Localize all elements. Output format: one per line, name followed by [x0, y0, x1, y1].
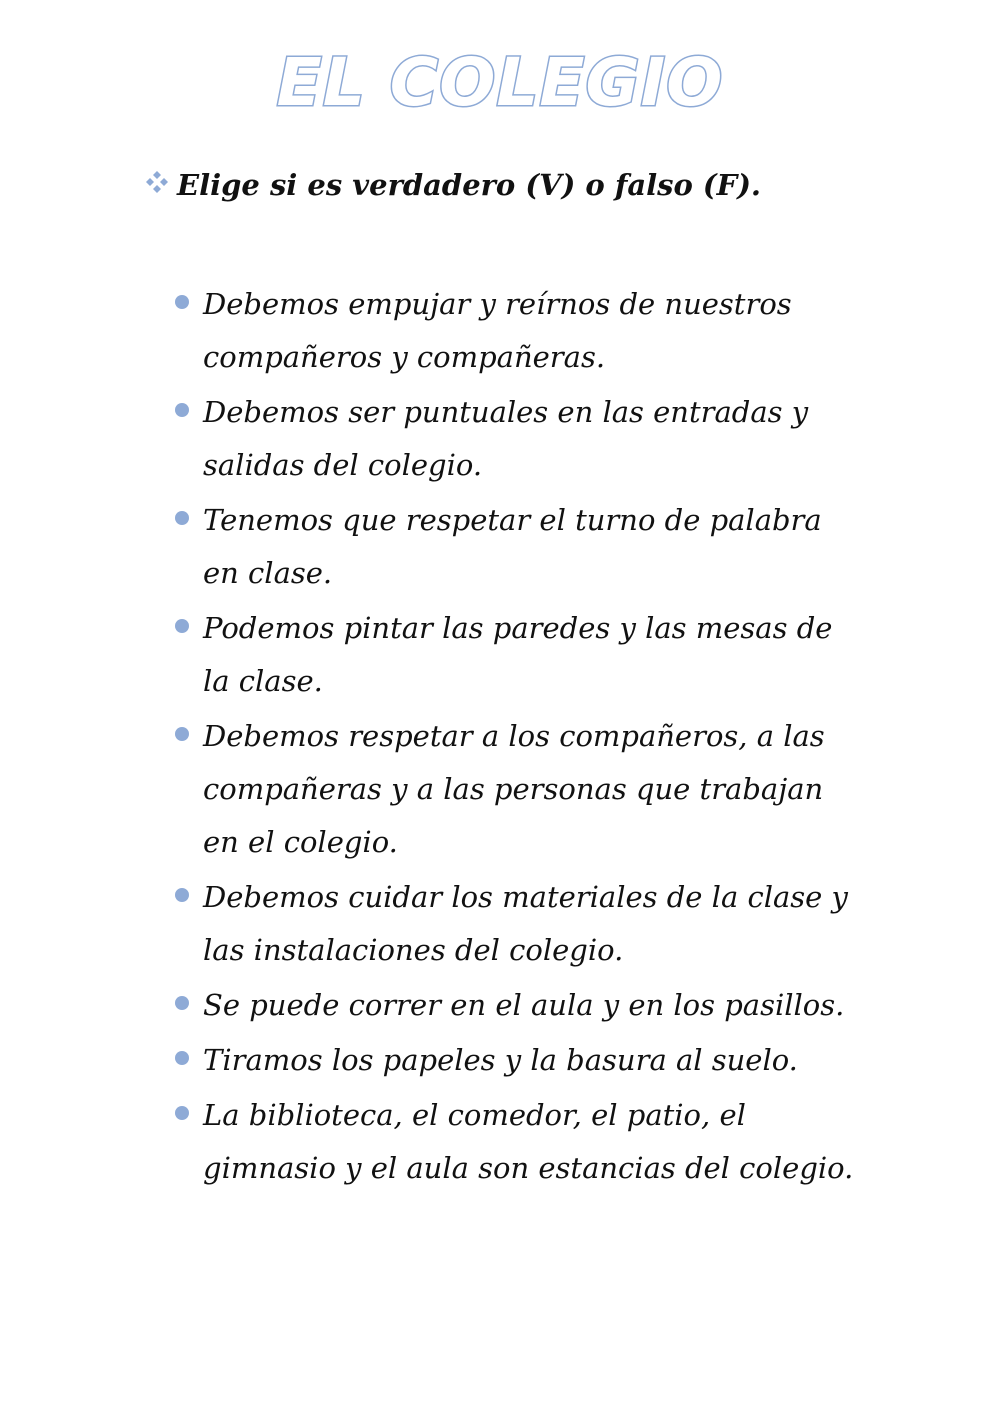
statement-list: [172, 278, 862, 1197]
list-item: [172, 386, 862, 492]
statement-text: La biblioteca, el comedor, el patio, el gimnasio y el aula son estancias del colegio.: [203, 1098, 854, 1185]
statement-text: Podemos pintar las paredes y las mesas de la clase.: [203, 611, 833, 698]
list-item: [172, 710, 862, 869]
bullet-icon: [175, 511, 189, 525]
list-item: [172, 979, 862, 1032]
statement-text: Debemos respetar a los compañeros, a las compañeras y a las personas que trabajan en el colegio.: [203, 719, 825, 859]
statement-text: Debemos empujar y reírnos de nuestros compañeros y compañeras.: [203, 287, 792, 374]
statement-text: Tenemos que respetar el turno de palabra en clase.: [203, 503, 822, 590]
bullet-icon: [175, 295, 189, 309]
page-title: EL COLEGIO: [276, 44, 724, 121]
statement-text: Debemos cuidar los materiales de la clase y las instalaciones del colegio.: [203, 880, 848, 967]
bullet-icon: [175, 1051, 189, 1065]
statement-text: Se puede correr en el aula y en los pasillos.: [203, 988, 845, 1022]
instruction: [145, 168, 761, 203]
bullet-icon: [175, 996, 189, 1010]
diamond-bullet-icon: [145, 170, 169, 194]
bullet-icon: [175, 403, 189, 417]
statement-text: Tiramos los papeles y la basura al suelo.: [203, 1043, 798, 1077]
statement-text: Debemos ser puntuales en las entradas y salidas del colegio.: [203, 395, 809, 482]
list-item: [172, 278, 862, 384]
bullet-icon: [175, 619, 189, 633]
list-item: [172, 1089, 862, 1195]
list-item: [172, 871, 862, 977]
bullet-icon: [175, 727, 189, 741]
bullet-icon: [175, 888, 189, 902]
bullet-icon: [175, 1106, 189, 1120]
instruction-text: Elige si es verdadero (V) o falso (F).: [177, 168, 762, 202]
list-item: [172, 494, 862, 600]
list-item: [172, 602, 862, 708]
list-item: [172, 1034, 862, 1087]
